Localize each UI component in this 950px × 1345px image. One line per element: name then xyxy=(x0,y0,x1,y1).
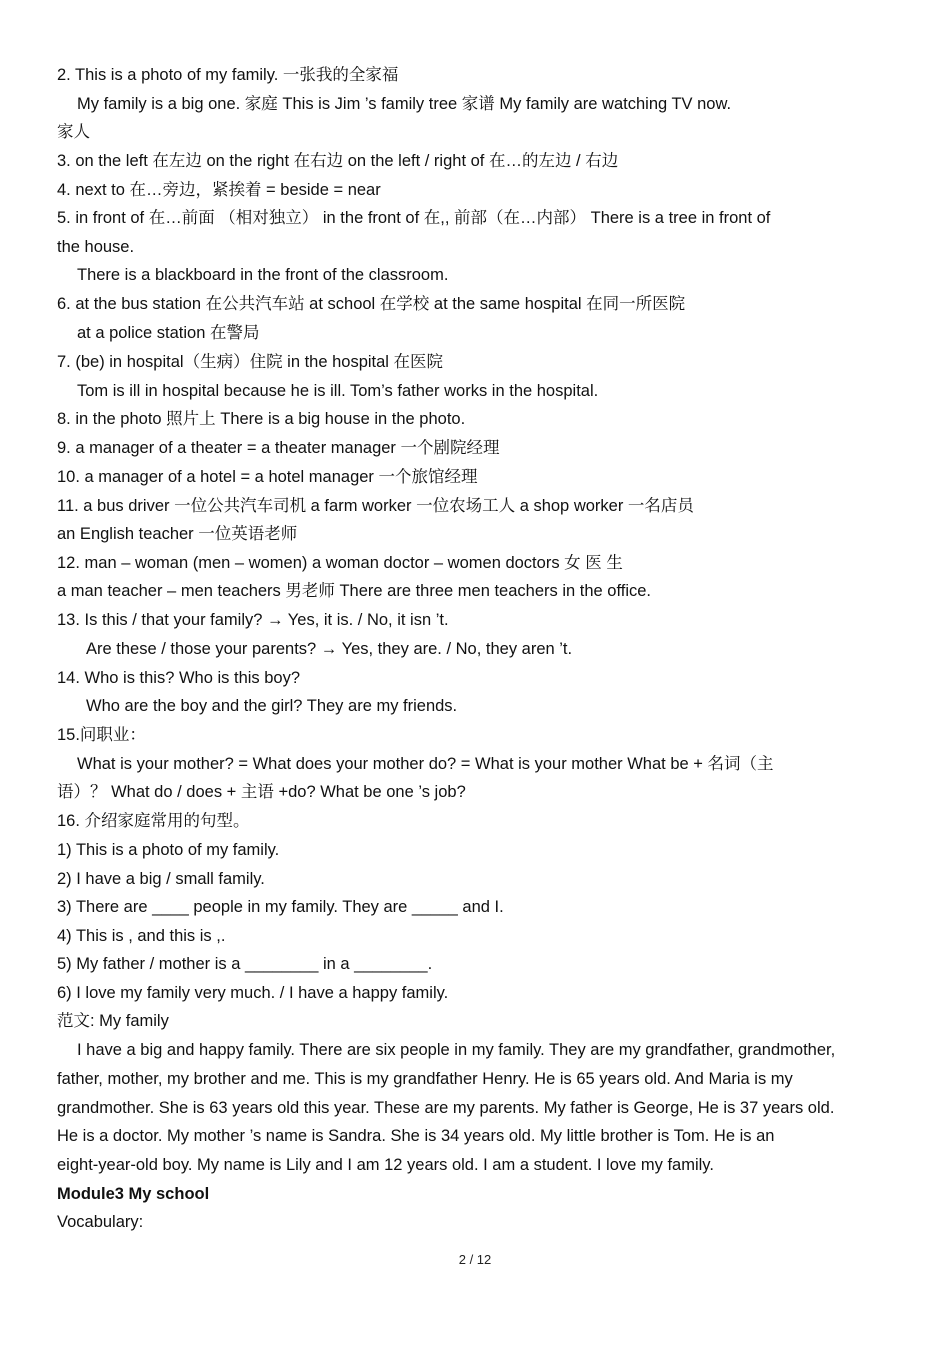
text-line: 14. Who is this? Who is this boy? xyxy=(57,669,301,687)
text-line: 语）？ What do / does + 主语 +do? What be one ’s job? xyxy=(57,783,466,801)
text-line: 12. man – woman (men – women) a woman doctor – women doctors 女 医 生 xyxy=(57,554,623,572)
text-line: Tom is ill in hospital because he is ill. Tom’s father works in the hospital. xyxy=(77,382,599,400)
essay-line: father, mother, my brother and me. This is my grandfather Henry. He is 65 years old. And Maria is my xyxy=(57,1070,793,1088)
text-line: Are these / those your parents? → Yes, they are. / No, they aren ’t. xyxy=(86,640,573,658)
text-line: 3) There are ____ people in my family. They are _____ and I. xyxy=(57,898,504,916)
text-line: 家人 xyxy=(57,123,90,141)
text-line: There is a blackboard in the front of the classroom. xyxy=(77,266,449,284)
text-line: 10. a manager of a hotel = a hotel manager 一个旅馆经理 xyxy=(57,468,478,486)
text-line: 11. a bus driver 一位公共汽车司机 a farm worker 一位农场工人 a shop worker 一名店员 xyxy=(57,497,694,515)
essay-line: He is a doctor. My mother ’s name is Sandra. She is 34 years old. My little brother is Tom. He is an xyxy=(57,1127,775,1145)
essay-line: grandmother. She is 63 years old this year. These are my parents. My father is George, He is 37 years old. xyxy=(57,1099,835,1117)
text-line: the house. xyxy=(57,238,135,256)
text-line: 15.问职业： xyxy=(57,726,146,744)
text-line: Who are the boy and the girl? They are my friends. xyxy=(86,697,458,715)
text-line: What is your mother? = What does your mother do? = What is your mother What be + 名词（主 xyxy=(77,755,774,773)
text-line: 1) This is a photo of my family. xyxy=(57,841,280,859)
text-line: 16. 介绍家庭常用的句型。 xyxy=(57,812,250,830)
text-line: 6. at the bus station 在公共汽车站 at school 在学校 at the same hospital 在同一所医院 xyxy=(57,295,686,313)
text-line: 7. (be) in hospital（生病）住院 in the hospital 在医院 xyxy=(57,353,444,371)
text-line: My family is a big one. 家庭 This is Jim ’s family tree 家谱 My family are watching TV now. xyxy=(77,95,732,113)
text-line: 2. This is a photo of my family. 一张我的全家福 xyxy=(57,66,399,84)
text-line: 2) I have a big / small family. xyxy=(57,870,265,888)
text-line: 13. Is this / that your family? → Yes, it is. / No, it isn ’t. xyxy=(57,611,449,629)
text-line: 8. in the photo 照片上 There is a big house in the photo. xyxy=(57,410,466,428)
essay-line: eight-year-old boy. My name is Lily and I am 12 years old. I am a student. I love my family. xyxy=(57,1156,714,1174)
text-line: an English teacher 一位英语老师 xyxy=(57,525,298,543)
sample-essay-heading: 范文: My family xyxy=(57,1012,169,1030)
module-heading: Module3 My school xyxy=(57,1185,210,1203)
text-line: 6) I love my family very much. / I have a happy family. xyxy=(57,984,449,1002)
text-line: 5) My father / mother is a ________ in a ________. xyxy=(57,955,433,973)
text-line: 5. in front of 在…前面 （相对独立） in the front of 在,, 前部（在…内部） There is a tree in front of xyxy=(57,209,771,227)
text-line: a man teacher – men teachers 男老师 There are three men teachers in the office. xyxy=(57,582,651,600)
text-line: at a police station 在警局 xyxy=(77,324,260,342)
text-line: 9. a manager of a theater = a theater manager 一个剧院经理 xyxy=(57,439,500,457)
vocabulary-heading: Vocabulary: xyxy=(57,1213,144,1231)
text-line: 3. on the left 在左边 on the right 在右边 on the left / right of 在…的左边 / 右边 xyxy=(57,152,619,170)
text-line: 4. next to 在…旁边，紧挨着 = beside = near xyxy=(57,181,381,199)
text-line: 4) This is , and this is ,. xyxy=(57,927,226,945)
essay-line: I have a big and happy family. There are six people in my family. They are my grandfather, grandmother, xyxy=(77,1041,836,1059)
page-number: 2 / 12 xyxy=(458,1252,492,1267)
